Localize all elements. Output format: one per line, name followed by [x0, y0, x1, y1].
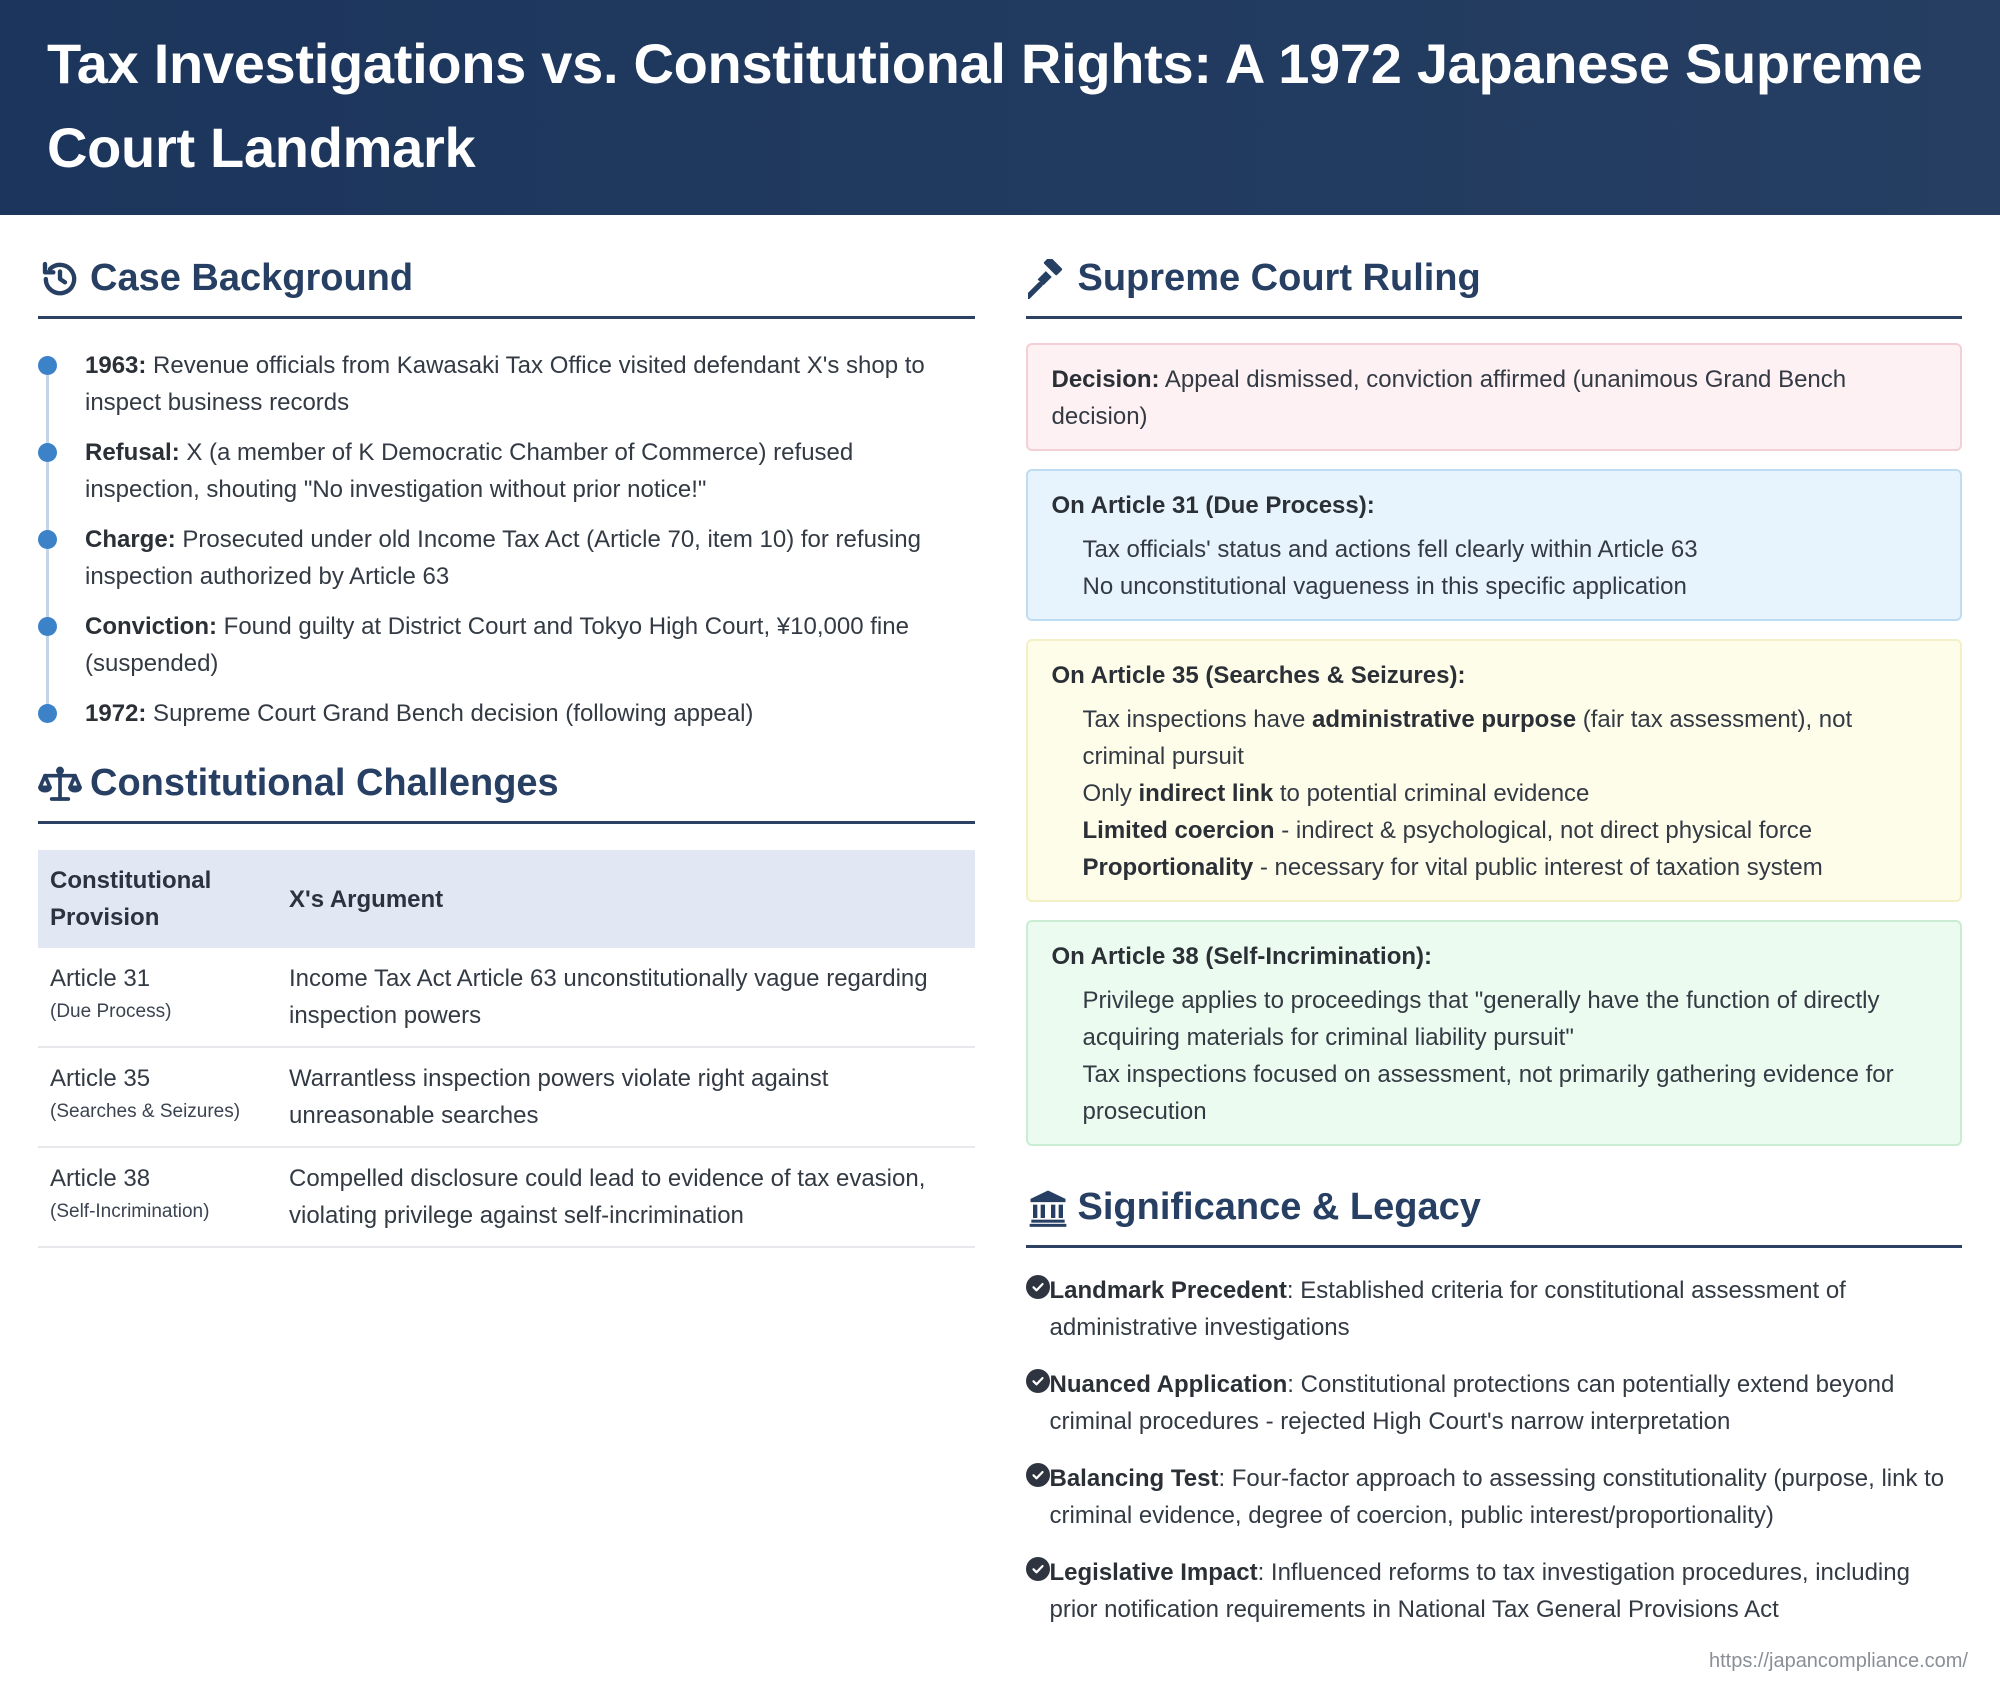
- decision-box: [1026, 343, 1963, 451]
- significance-text: [1050, 1366, 1963, 1440]
- article-subtitle: (Searches & Seizures): [50, 1101, 241, 1122]
- ruling-emphasis: Proportionality: [1082, 854, 1254, 881]
- argument-cell: Income Tax Act Article 63 unconstitutionally vague regarding inspection powers: [277, 948, 975, 1047]
- article-name: Article 31: [50, 965, 151, 992]
- ruling-point: No unconstitutional vagueness in this specific application: [1082, 573, 1687, 600]
- ruling-text: - necessary for vital public interest of taxation system: [1253, 854, 1823, 881]
- provision-cell: [38, 948, 277, 1047]
- significance-description: : Four-factor approach to assessing constitutionality (purpose, link to criminal evidence, degree of coercion, public interest/proportionality): [1049, 1465, 1945, 1529]
- ruling-point: Privilege applies to proceedings that "generally have the function of directly acquiring materials for criminal liability pursuit": [1082, 987, 1880, 1051]
- timeline-text: Prosecuted under old Income Tax Act (Article 70, item 10) for refusing inspection authorized by Article 63: [85, 526, 921, 590]
- timeline-dot: [38, 443, 57, 462]
- landmark-icon: [1026, 1186, 1070, 1230]
- article-subtitle: (Self-Incrimination): [50, 1201, 210, 1222]
- significance-description: : Constitutional protections can potentially extend beyond criminal procedures - rejected High Court's narrow interpretation: [1049, 1371, 1895, 1435]
- ruling-point: [1052, 812, 1937, 849]
- timeline-text: X (a member of K Democratic Chamber of Commerce) refused inspection, shouting "No investigation without prior notice!": [85, 439, 854, 503]
- significance-label: Nuanced Application: [1049, 1371, 1288, 1398]
- timeline-dot: [38, 530, 57, 549]
- ruling-text: Tax inspections have: [1082, 706, 1312, 733]
- case-timeline: [38, 347, 975, 732]
- check-circle-icon: [1026, 1557, 1050, 1581]
- gavel-icon: [1026, 257, 1070, 301]
- significance-description: : Established criteria for constitutional assessment of administrative investigations: [1049, 1277, 1846, 1341]
- ruling-text: - indirect & psychological, not direct physical force: [1274, 817, 1813, 844]
- ruling-emphasis: Limited coercion: [1082, 817, 1275, 844]
- main-content: [0, 215, 2000, 1648]
- check-circle-icon: [1026, 1369, 1050, 1393]
- source-url[interactable]: https://japancompliance.com/: [1708, 1650, 1968, 1672]
- list-item: [1026, 1366, 1963, 1440]
- ruling-text: to potential criminal evidence: [1273, 780, 1590, 807]
- list-item: [1026, 1554, 1963, 1628]
- right-column: [1026, 215, 1963, 1648]
- article-subtitle: (Due Process): [50, 1001, 172, 1022]
- ruling-point: [1052, 701, 1937, 775]
- article-38-ruling-box: [1026, 920, 1963, 1146]
- timeline-label: 1963:: [85, 352, 147, 379]
- timeline-text: Supreme Court Grand Bench decision (following appeal): [146, 700, 754, 727]
- significance-header: [1026, 1174, 1963, 1248]
- list-item: [1026, 1272, 1963, 1346]
- ruling-point: Tax officials' status and actions fell clearly within Article 63: [1082, 536, 1698, 563]
- ruling-point: Tax inspections focused on assessment, not primarily gathering evidence for prosecution: [1082, 1061, 1894, 1125]
- timeline-item: [38, 608, 975, 682]
- decision-text: Appeal dismissed, conviction affirmed (unanimous Grand Bench decision): [1051, 366, 1847, 430]
- constitutional-challenges-title: Constitutional Challenges: [90, 762, 559, 804]
- article-31-ruling-title: On Article 31 (Due Process):: [1051, 492, 1375, 519]
- significance-description: : Influenced reforms to tax investigation procedures, including prior notification requirements in National Tax General Provisions Act: [1049, 1559, 1910, 1623]
- timeline-label: Charge:: [85, 526, 176, 553]
- article-31-ruling-box: [1026, 469, 1963, 621]
- significance-label: Landmark Precedent: [1049, 1277, 1287, 1304]
- significance-title: Significance & Legacy: [1077, 1186, 1481, 1228]
- provision-cell: [38, 1147, 277, 1247]
- balance-scale-icon: [38, 762, 82, 806]
- significance-label: Balancing Test: [1049, 1465, 1219, 1492]
- article-35-ruling-box: [1026, 639, 1963, 902]
- column-header-argument: X's Argument: [277, 850, 975, 948]
- decision-label: Decision:: [1051, 366, 1160, 393]
- check-circle-icon: [1026, 1463, 1050, 1487]
- supreme-court-ruling-title: Supreme Court Ruling: [1077, 257, 1481, 299]
- significance-list: [1026, 1272, 1963, 1628]
- ruling-emphasis: administrative purpose: [1311, 706, 1577, 733]
- history-icon: [38, 257, 82, 301]
- timeline-text: Found guilty at District Court and Tokyo High Court, ¥10,000 fine (suspended): [85, 613, 909, 677]
- article-name: Article 35: [50, 1065, 151, 1092]
- constitutional-challenges-header: [38, 750, 975, 824]
- timeline-label: Conviction:: [85, 613, 217, 640]
- article-name: Article 38: [50, 1165, 151, 1192]
- argument-cell: Compelled disclosure could lead to evidence of tax evasion, violating privilege against self-incrimination: [277, 1147, 975, 1247]
- significance-text: [1050, 1272, 1963, 1346]
- table-header-row: [38, 850, 975, 948]
- ruling-text: (fair tax assessment), not criminal pursuit: [1082, 706, 1853, 770]
- case-background-title: Case Background: [90, 257, 414, 299]
- check-circle-icon: [1026, 1275, 1050, 1299]
- left-column: [38, 215, 975, 1648]
- table-row: [38, 1047, 975, 1147]
- article-35-ruling-title: On Article 35 (Searches & Seizures):: [1051, 662, 1466, 689]
- timeline-dot: [38, 617, 57, 636]
- article-38-ruling-title: On Article 38 (Self-Incrimination):: [1051, 943, 1432, 970]
- list-item: [1026, 1460, 1963, 1534]
- timeline-dot: [38, 356, 57, 375]
- supreme-court-ruling-header: [1026, 245, 1963, 319]
- timeline-text: Revenue officials from Kawasaki Tax Office visited defendant X's shop to inspect business records: [85, 352, 925, 416]
- timeline-label: Refusal:: [85, 439, 180, 466]
- significance-label: Legislative Impact: [1049, 1559, 1258, 1586]
- timeline-dot: [38, 704, 57, 723]
- column-header-provision: Constitutional Provision: [38, 850, 277, 948]
- provision-cell: [38, 1047, 277, 1147]
- significance-text: [1050, 1554, 1963, 1628]
- case-background-header: [38, 245, 975, 319]
- challenges-table: [38, 850, 975, 1248]
- ruling-text: Only: [1082, 780, 1139, 807]
- timeline-item: [38, 434, 975, 508]
- ruling-emphasis: indirect link: [1138, 780, 1274, 807]
- ruling-point: [1052, 849, 1937, 886]
- significance-text: [1050, 1460, 1963, 1534]
- timeline-item: [38, 347, 975, 421]
- table-row: [38, 948, 975, 1047]
- page-header: [0, 0, 2000, 215]
- timeline-label: 1972:: [85, 700, 147, 727]
- argument-cell: Warrantless inspection powers violate right against unreasonable searches: [277, 1047, 975, 1147]
- ruling-point: [1052, 775, 1937, 812]
- table-row: [38, 1147, 975, 1247]
- page-title: Tax Investigations vs. Constitutional Rights: A 1972 Japanese Supreme Court Landmark: [47, 32, 1923, 179]
- timeline-item: [38, 695, 975, 732]
- timeline-item: [38, 521, 975, 595]
